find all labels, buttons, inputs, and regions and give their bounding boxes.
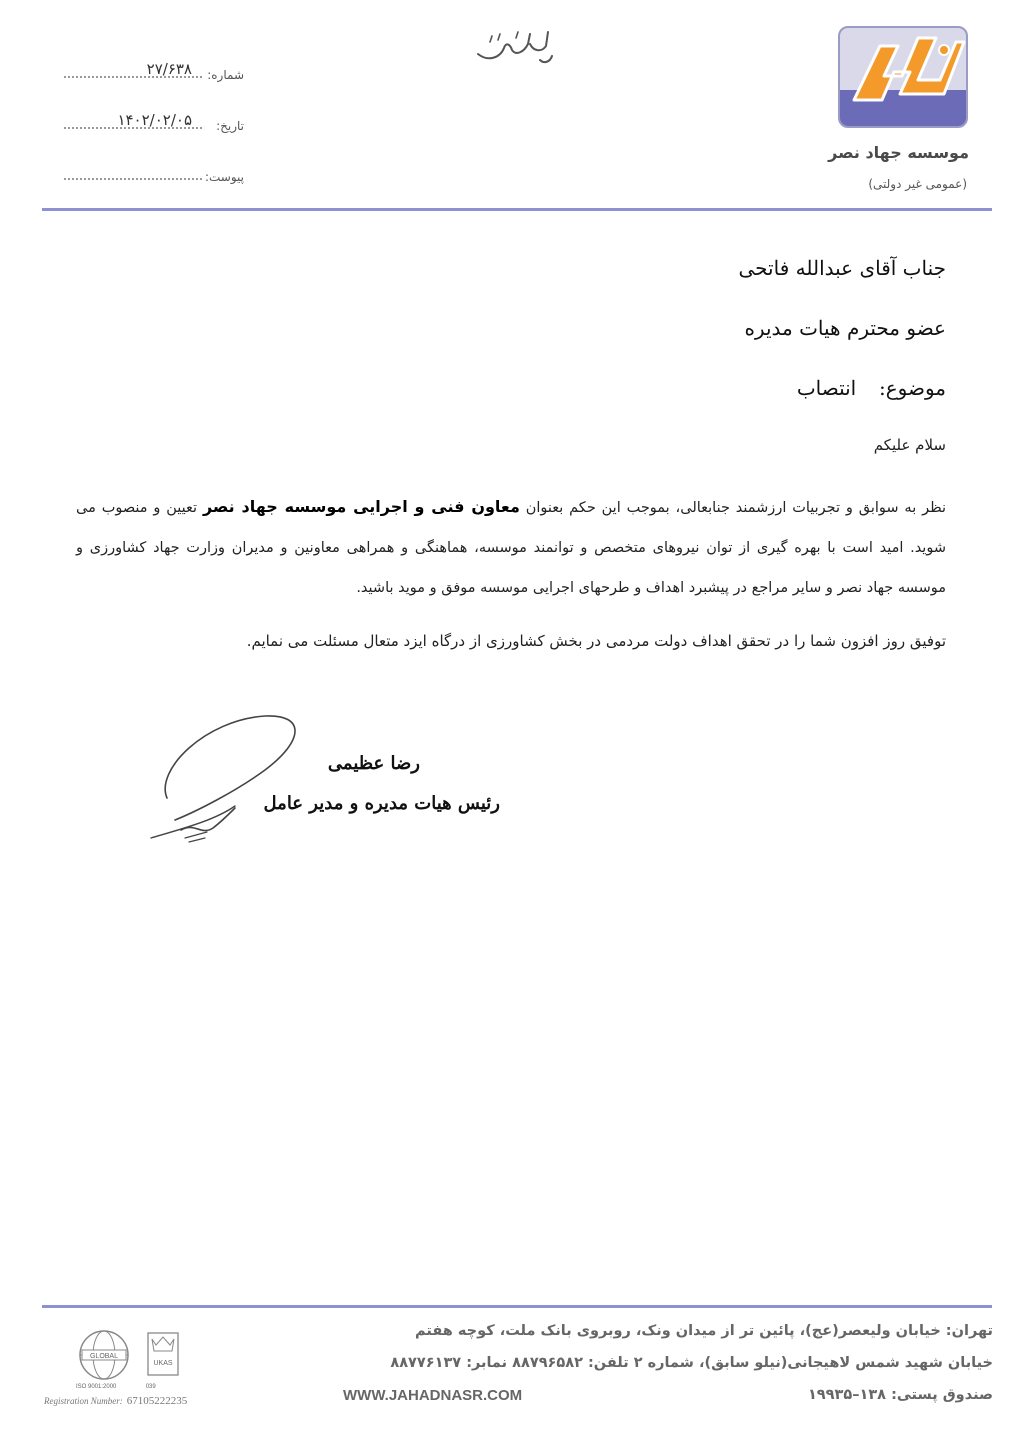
address-line-2: خیابان شهید شمس لاهیجانی(نیلو سابق)، شماره ۲ تلفن: ۸۸۷۹۶۵۸۲ نمابر: ۸۸۷۷۶۱۳۷ — [390, 1355, 993, 1371]
signer-name: رضا عظیمی — [327, 753, 420, 774]
letter-date-field — [64, 113, 244, 133]
recipient-name: جناب آقای عبدالله فاتحی — [738, 256, 946, 280]
dotted-line — [64, 178, 202, 180]
greeting: سلام علیکم — [873, 436, 946, 454]
footer-divider — [42, 1305, 992, 1308]
basmala-calligraphy — [470, 22, 560, 72]
date-value: ۱۴۰۲/۰۲/۰۵ — [117, 111, 192, 129]
organization-type: (عمومی غیر دولتی) — [868, 177, 967, 191]
attachment-label: پیوست: — [204, 170, 244, 184]
subject-value: انتصاب — [796, 376, 857, 400]
handwritten-signature — [145, 710, 315, 850]
signer-title: رئیس هیات مدیره و مدیر عامل — [263, 793, 500, 814]
number-label: شماره: — [207, 68, 244, 82]
date-label: تاریخ: — [216, 119, 244, 133]
subject-line — [797, 376, 946, 400]
organization-name: موسسه جهاد نصر — [828, 143, 969, 162]
subject-label: موضوع: — [878, 376, 946, 400]
recipient-title: عضو محترم هیات مدیره — [744, 316, 946, 340]
letter-number-field — [64, 62, 244, 82]
address-line-1: تهران: خیابان ولیعصر(عج)، پائین تر از میدان ونک، روبروی بانک ملت، کوچه هفتم — [415, 1323, 993, 1339]
body-text-end: تعیین و منصوب می شوید. امید است با بهره گیری از توان نیروهای متخصص و توانمند موسسه، هماهنگی و همراهی معاونین و مدیران وزارت جهاد کشاورزی و موسسه جهاد نصر و سایر مراجع در پیشبرد اهداف و طرحهای اجرایی موسسه موفق و موید باشید. — [76, 500, 946, 596]
letter-attachment-field — [64, 164, 244, 184]
body-text-start: نظر به سوابق و تجربیات ارزشمند جنابعالی، بموجب این حکم بعنوان — [525, 500, 947, 516]
appointed-position: معاون فنی و اجرایی موسسه جهاد نصر — [202, 497, 520, 516]
iso-standard-caption: ISO 9001:2000 039 — [76, 1384, 156, 1390]
global-cert-text: GLOBAL — [89, 1353, 119, 1360]
header-divider — [42, 208, 992, 211]
website-link[interactable]: WWW.JAHADNASR.COM — [343, 1387, 523, 1404]
registration-number: Registration Number: 67105222235 — [44, 1395, 188, 1407]
body-paragraph — [76, 487, 946, 608]
number-value: ۲۷/۶۳۸ — [146, 60, 192, 78]
postal-box: صندوق پستی: ۱۳۸–۱۹۹۳۵ — [807, 1387, 993, 1403]
ukas-cert-text: UKAS — [153, 1360, 173, 1367]
organization-logo — [838, 26, 968, 128]
nasr-logo-icon — [840, 28, 966, 126]
closing-sentence: توفیق روز افزون شما را در تحقق اهداف دولت مردمی در بخش کشاورزی از درگاه ایزد متعال مسئلت می نمایم. — [246, 632, 946, 650]
